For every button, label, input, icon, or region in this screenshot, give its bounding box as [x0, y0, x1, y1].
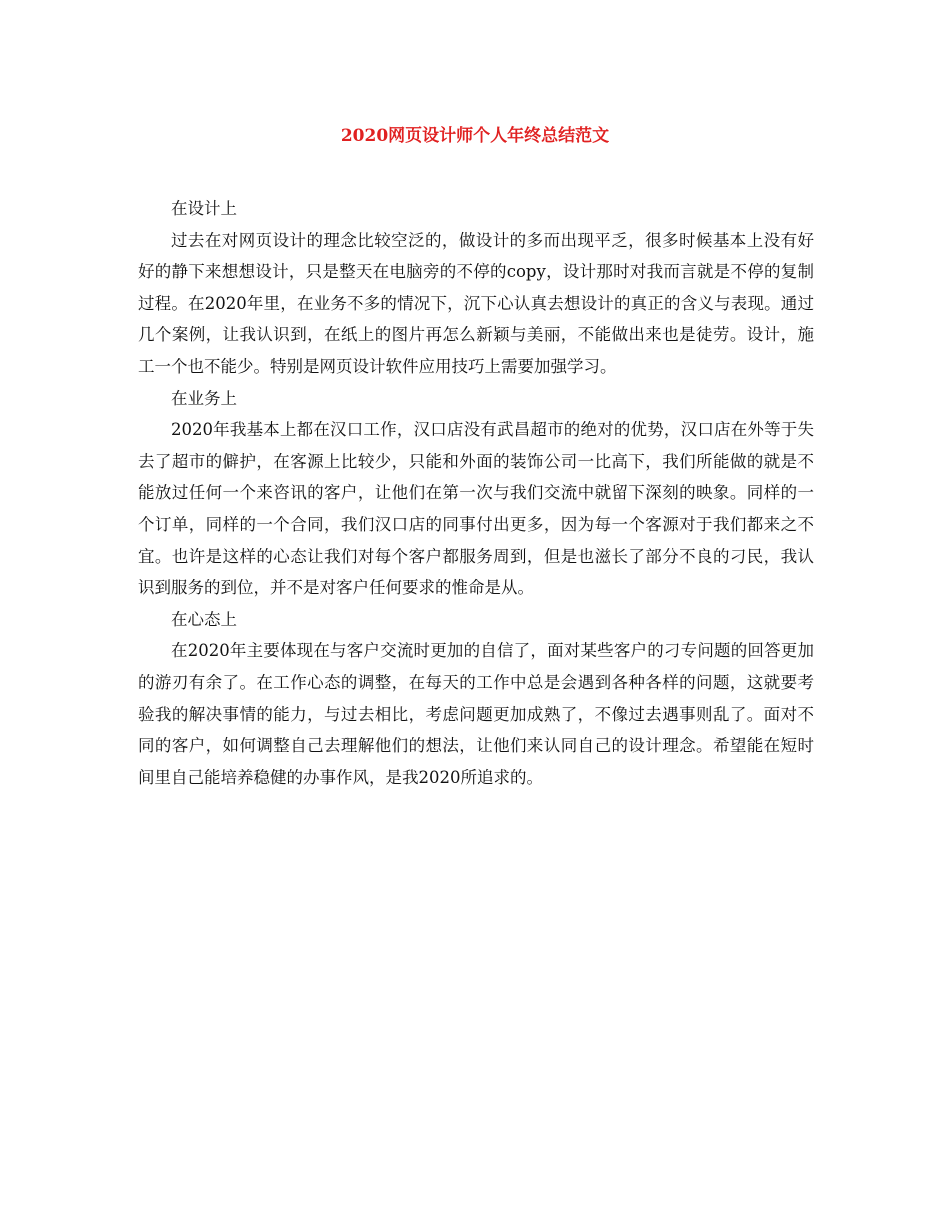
section-paragraph-business: 2020年我基本上都在汉口工作，汉口店没有武昌超市的绝对的优势，汉口店在外等于失去了超市的僻护，在客源上比较少，只能和外面的装饰公司一比高下，我们所能做的就是不能放过任何一个来咨讯的客户，让他们在第一次与我们交流中就留下深刻的映象。同样的一个订单，同样的一个合同，我们汉口店的同事付出更多，因为每一个客源对于我们都来之不宜。也许是这样的心态让我们对每个客户都服务周到，但是也滋长了部分不良的刁民，我认识到服务的到位，并不是对客户任何要求的惟命是从。: [138, 420, 814, 598]
section-paragraph-design: 过去在对网页设计的理念比较空泛的，做设计的多而出现平乏，很多时候基本上没有好好的静下来想想设计，只是整天在电脑旁的不停的copy，设计那时对我而言就是不停的复制过程。在2020年里，在业务不多的情况下，沉下心认真去想设计的真正的含义与表现。通过几个案例，让我认识到，在纸上的图片再怎么新颖与美丽，不能做出来也是徒劳。设计，施工一个也不能少。特别是网页设计软件应用技巧上需要加强学习。: [138, 230, 814, 376]
section-heading-design: 在设计上: [171, 199, 237, 218]
section-heading-mindset: 在心态上: [171, 609, 237, 629]
section-paragraph-mindset: 在2020年主要体现在与客户交流时更加的自信了，面对某些客户的刁专问题的回答更加的游刃有余了。在工作心态的调整，在每天的工作中总是会遇到各种各样的问题，这就要考验我的解决事情的能力，与过去相比，考虑问题更加成熟了，不像过去遇事则乱了。面对不同的客户，如何调整自己去理解他们的想法，让他们来认同自己的设计理念。希望能在短时间里自己能培养稳健的办事作风，是我2020所追求的。: [138, 641, 814, 787]
document-body: [138, 193, 814, 793]
section-heading-business: 在业务上: [171, 388, 237, 408]
document-title: 2020网页设计师个人年终总结范文: [340, 126, 610, 146]
